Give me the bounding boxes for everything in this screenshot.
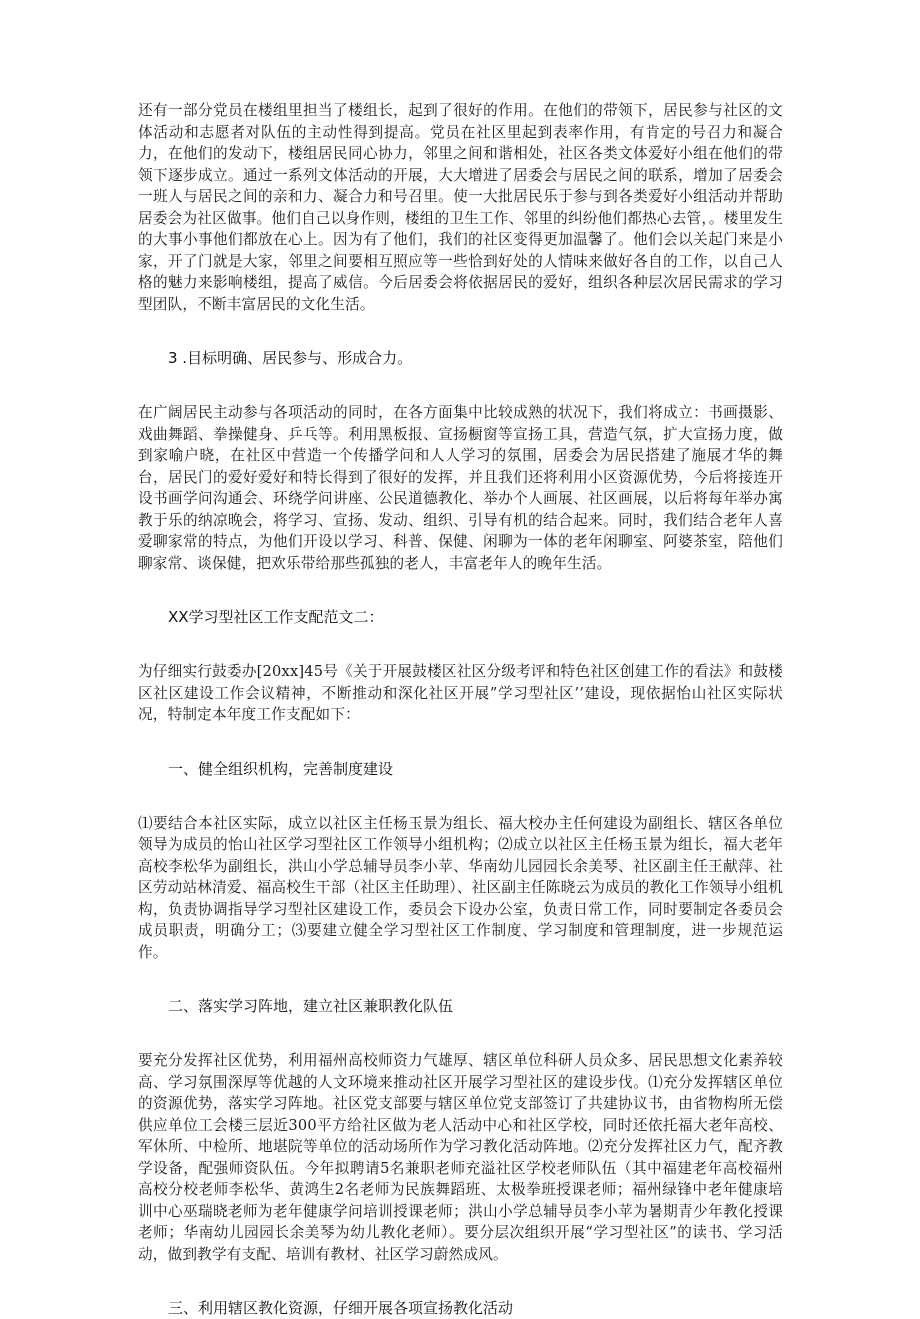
heading-goals: 3 .目标明确、居民参与、形成合力。	[168, 349, 413, 367]
heading-section-two: 二、落实学习阵地，建立社区兼职教化队伍	[168, 997, 454, 1015]
heading-section-one: 一、健全组织机构，完善制度建设	[168, 759, 394, 778]
paragraph-organization: ⑴要结合本社区实际，成立以社区主任杨玉景为组长、福大校办主任何建设为副组长、辖区各单位领导为成员的怡山社区学习型社区工作领导小组机构；⑵成立以社区主任杨玉景为组长，福大老年高校李松华为副组长，洪山小学总辅导员李小苹、华南幼儿园园长余美琴、社区副主任王献萍、社区劳动站林清爱、福高校生干部（社区主任助理）、社区副主任陈晓云为成员的教化工作领导小组机构，负责协调指导学习型社区建设工作，委员会下设办公室，负责日常工作，同时要制定各委员会成员职责，明确分工；⑶要建立健全学习型社区工作制度、学习制度和管理制度，进一步规范运作。	[138, 814, 783, 961]
paragraph-party-members: 还有一部分党员在楼组里担当了楼组长，起到了很好的作用。在他们的带领下，居民参与社区的文体活动和志愿者对队伍的主动性得到提高。党员在社区里起到表率作用，有肯定的号召力和凝合力，在他们的发动下，楼组居民同心协力，邻里之间和谐相处，社区各类文体爱好小组在他们的带领下逐步成立。通过一系列文体活动的开展，大大增进了居委会与居民之间的联系，增加了居委会一班人与居民之间的亲和力、凝合力和号召里。使一大批居民乐于参与到各类爱好小组活动并帮助居委会为社区做事。他们自己以身作则，楼组的卫生工作、邻里的纠纷他们都热心去管，。楼里发生的大事小事他们都放在心上。因为有了他们，我们的社区变得更加温馨了。他们会以关起门来是小家，开了门就是大家，邻里之间要相互照应等一些恰到好处的人情味来做好各自的工作，以自己人格的魅力来影响楼组，提高了威信。今后居委会将依据居民的爱好，组织各种层次居民需求的学习型团队，不断丰富居民的文化生活。	[138, 102, 783, 313]
document-page	[138, 100, 783, 1319]
paragraph-plan-intro: 为仔细实行鼓委办[20xx]45号《关于开展鼓楼区社区分级考评和特色社区创建工作的看法》和鼓楼区社区建设工作会议精神，不断推动和深化社区开展”学习型社区’’建设，现依据怡山社区实际状况，特制定本年度工作支配如下：	[138, 663, 783, 723]
heading-sample-two: XX学习型社区工作支配范文二：	[168, 608, 384, 626]
heading-section-three: 三、利用辖区教化资源，仔细开展各项宣扬教化活动	[168, 1299, 514, 1317]
paragraph-learning-base: 要充分发挥社区优势，利用福州高校师资力气雄厚、辖区单位科研人员众多、居民思想文化素养较高、学习氛围深厚等优越的人文环境来推动社区开展学习型社区的建设步伐。⑴充分发挥辖区单位的资源优势，落实学习阵地。社区党支部要与辖区单位党支部签订了共建协议书，由省物构所无偿供应单位工会楼三层近300平方给社区做为老人活动中心和社区学校，同时还依托福大老年高校、军休所、中检所、地堪院等单位的活动场所作为学习教化活动阵地。⑵充分发挥社区力气，配齐教学设备，配强师资队伍。今年拟聘请5名兼职老师充溢社区学校老师队伍（其中福建老年高校福州高校分校老师李松华、黄鸿生2名老师为民族舞蹈班、太极拳班授课老师；福州绿锋中老年健康培训中心巫瑞晓老师为老年健康学问培训授课老师；洪山小学总辅导员李小苹为暑期青少年教化授课老师；华南幼儿园园长余美琴为幼儿教化老师）。要分层次组织开展“学习型社区”的读书、学习活动，做到教学有支配、培训有教材、社区学习蔚然成风。	[138, 1052, 783, 1263]
paragraph-activities: 在广阔居民主动参与各项活动的同时，在各方面集中比较成熟的状况下，我们将成立：书画摄影、戏曲舞蹈、拳操健身、乒乓等。利用黑板报、宣扬橱窗等宣扬工具，营造气氛，扩大宣扬力度，做到家喻户晓，在社区中营造一个传播学问和人人学习的氛围，居委会为居民搭建了施展才华的舞台，居民门的爱好爱好和特长得到了很好的发挥，并且我们还将利用小区资源优势，今后将接连开设书画学问沟通会、环绕学问讲座、公民道德教化、举办个人画展、社区画展，以后将每年举办寓教于乐的纳凉晚会，将学习、宣扬、发动、组织、引导有机的结合起来。同时，我们结合老年人喜爱聊家常的特点，为他们开设以学习、科普、保健、闲聊为一体的老年闲聊室、阿婆茶室，陪他们聊家常、谈保健，把欢乐带给那些孤独的老人，丰富老年人的晚年生活。	[138, 404, 783, 572]
